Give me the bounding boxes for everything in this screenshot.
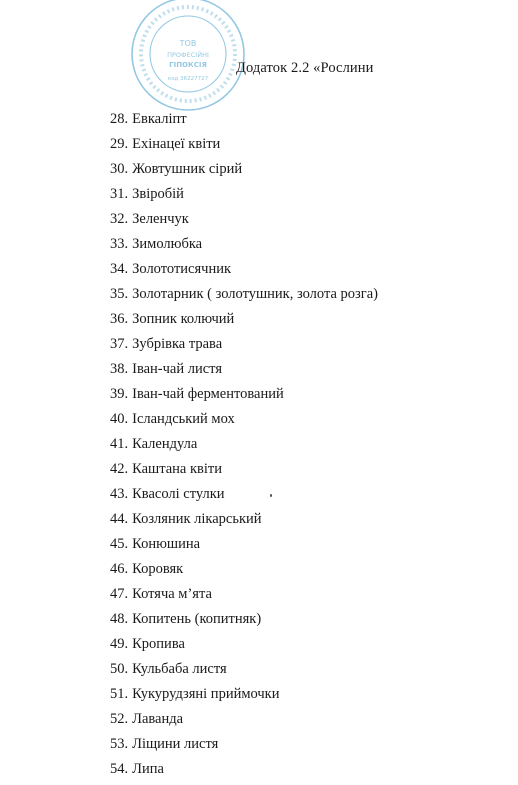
item-name: Евкаліпт [132,111,187,127]
list-item [110,135,378,160]
item-name: Зопник колючий [132,311,235,327]
scan-speck [270,494,272,497]
list-item [110,735,378,760]
seal-line-1: ПРОФЕСІЙНІ [167,51,209,59]
list-item [110,410,378,435]
item-number: 50. [110,661,129,677]
list-item [110,710,378,735]
item-name: Зимолюбка [132,236,203,252]
item-name: Копитень (копитняк) [132,611,262,627]
item-name: Іван-чай ферментований [132,386,284,402]
list-item [110,535,378,560]
item-name: Календула [132,436,198,452]
list-item [110,185,378,210]
list-item [110,585,378,610]
item-name: Липа [132,761,164,777]
item-number: 37. [110,336,129,352]
item-number: 32. [110,211,129,227]
seal-line-2: ГІПОКСІЯ [169,61,207,69]
list-item [110,335,378,360]
item-number: 29. [110,136,129,152]
item-number: 43. [110,486,129,502]
item-number: 33. [110,236,129,252]
list-item [110,510,378,535]
item-name: Каштана квіти [132,461,222,477]
list-item [110,160,378,185]
list-item [110,460,378,485]
list-item [110,435,378,460]
list-item [110,260,378,285]
item-name: Лаванда [132,711,184,727]
item-number: 38. [110,361,129,377]
list-item [110,110,378,135]
plant-list [110,110,378,785]
item-number: 31. [110,186,129,202]
item-name: Козляник лікарський [132,511,262,527]
item-name: Кукурудзяні приймочки [132,686,280,702]
item-name: Конюшина [132,536,201,552]
item-number: 39. [110,386,129,402]
item-number: 46. [110,561,129,577]
item-name: Котяча м’ята [132,586,212,602]
item-name: Золотарник ( золотушник, золота розга) [132,286,378,302]
list-item [110,760,378,785]
item-number: 51. [110,686,129,702]
company-seal [128,0,248,114]
item-name: Ісландський мох [132,411,235,427]
item-number: 36. [110,311,129,327]
item-number: 42. [110,461,129,477]
list-item [110,360,378,385]
list-item [110,560,378,585]
item-name: Кропива [132,636,185,652]
item-name: Ліщини листя [132,736,219,752]
item-number: 45. [110,536,129,552]
item-number: 49. [110,636,129,652]
item-number: 30. [110,161,129,177]
list-item [110,635,378,660]
list-item [110,485,378,510]
item-number: 52. [110,711,129,727]
list-item [110,660,378,685]
item-number: 48. [110,611,129,627]
seal-line-3: код 36227727 [167,76,209,82]
list-item [110,385,378,410]
item-number: 40. [110,411,129,427]
seal-center-text: ТОВ [179,39,197,48]
item-number: 41. [110,436,129,452]
item-number: 47. [110,586,129,602]
item-name: Коровяк [132,561,184,577]
list-item [110,285,378,310]
item-number: 28. [110,111,129,127]
list-item [110,210,378,235]
item-name: Зубрівка трава [132,336,223,352]
item-name: Іван-чай листя [132,361,222,377]
list-item [110,685,378,710]
item-name: Зеленчук [132,211,189,227]
item-number: 54. [110,761,129,777]
item-name: Квасолі стулки [132,486,225,502]
list-item [110,610,378,635]
document-title: Додаток 2.2 «Рослини [236,60,374,76]
item-name: Ехінацеї квіти [132,136,221,152]
item-name: Кульбаба листя [132,661,227,677]
item-name: Жовтушник сірий [132,161,243,177]
list-item [110,235,378,260]
item-name: Золототисячник [132,261,232,277]
item-number: 34. [110,261,129,277]
list-item [110,310,378,335]
item-name: Звіробій [132,186,184,202]
item-number: 44. [110,511,129,527]
item-number: 35. [110,286,129,302]
item-number: 53. [110,736,129,752]
